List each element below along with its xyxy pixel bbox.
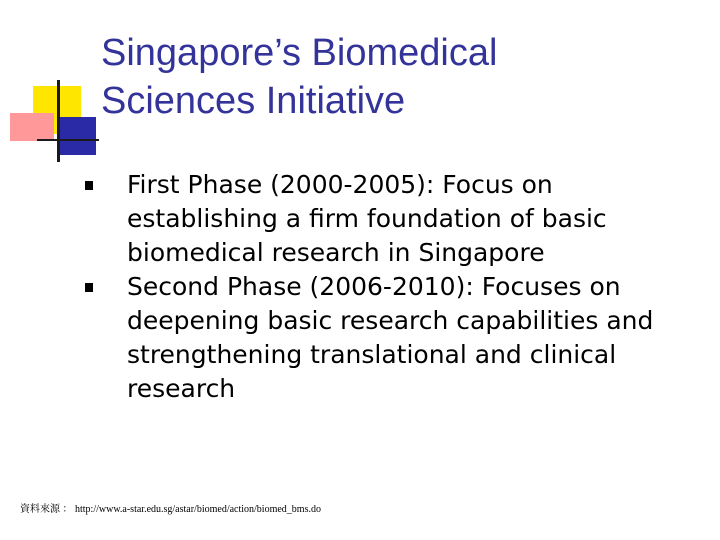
bullet-item-second-phase [83,270,703,406]
source-separator: ： [62,504,73,515]
decorative-pink-rectangle [10,113,54,141]
source-label: 資料來源 [20,504,60,515]
decorative-blue-square [58,117,96,155]
square-bullet-icon [85,283,93,292]
bullet-text: First Phase (2000-2005): Focus on establishing a firm foundation of basic biomedical research in Singapore [127,170,607,267]
slide-title-line-1: Singapore’s Biomedical [101,32,498,74]
slide-title-line-2: Sciences Initiative [101,80,406,122]
slide-title [101,29,701,125]
bullet-list [83,168,703,406]
bullet-text: Second Phase (2006-2010): Focuses on deepening basic research capabilities and strengthening translational and clinical research [127,272,654,403]
decorative-vertical-line [57,80,60,162]
source-url: http://www.a-star.edu.sg/astar/biomed/action/biomed_bms.do [75,504,321,515]
bullet-item-first-phase [83,168,703,270]
square-bullet-icon [85,181,93,190]
source-citation [20,500,321,515]
decorative-horizontal-line [37,139,99,141]
